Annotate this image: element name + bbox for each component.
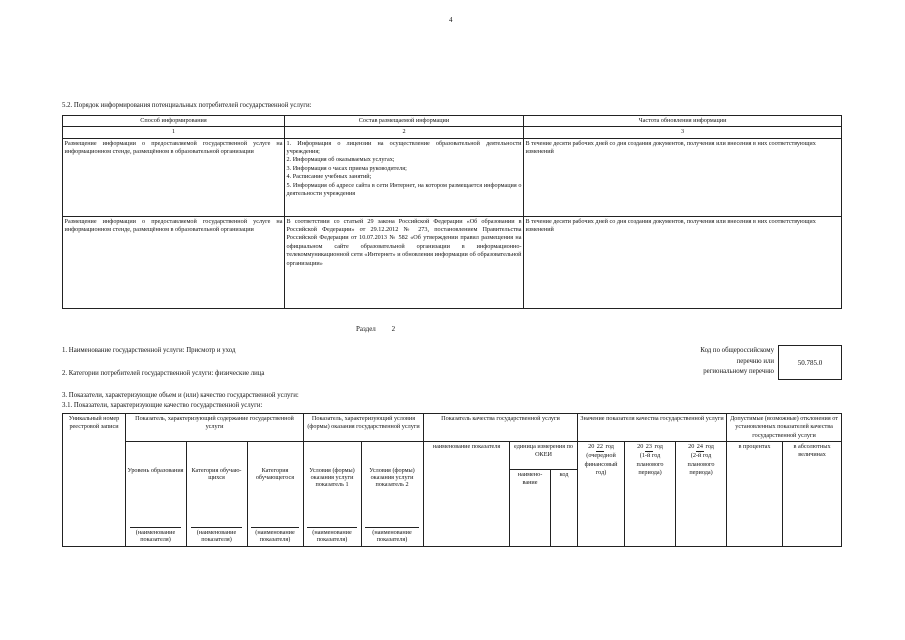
header-method: Способ информирования	[63, 116, 285, 127]
header-unique-number: Уникальный номер реестровой записи	[63, 414, 126, 547]
header-unit-code: код	[551, 470, 578, 547]
content-line: 2. Информация об оказываемых услугах;	[286, 156, 395, 164]
header-year-1: 20 22 год (очередной финансовый год)	[578, 442, 625, 547]
table-row	[63, 216, 842, 308]
section-label: Раздел	[356, 325, 376, 333]
header-in-percent: в процентах	[727, 442, 783, 547]
content-line: 5. Информация об адресе сайта в сети Интернет, на котором размещается информация о деятельности учреждения	[286, 181, 522, 197]
content-line: 4. Расписание учебных занятий;	[286, 173, 372, 181]
sub-indicator-2-content	[186, 467, 247, 543]
page-number: 4	[449, 16, 453, 24]
content-line: 1. Информация о лицензии на осуществление образовательной деятельности учреждения;	[286, 139, 522, 156]
sub-indicator-label: Уровень образования	[127, 467, 184, 474]
header-year-2: 20 23 год (1-й год планового периода)	[625, 442, 676, 547]
content-cell	[285, 138, 524, 216]
header-unit-name: наимено-вание	[510, 470, 551, 547]
header-in-absolute: в абсолютных величинах	[783, 442, 842, 547]
header-indicator-name: наименование показателя	[424, 442, 510, 547]
section-3-1-title: 3.1. Показатели, характеризующие качество государственной услуги:	[62, 402, 263, 409]
header-content: Состав размещаемой информации	[285, 116, 524, 127]
table-row	[63, 138, 842, 216]
column-number: 2	[285, 127, 524, 138]
sub-indicator-caption: (наименование показателя)	[307, 527, 357, 543]
year-2-value: 23	[645, 443, 653, 452]
method-cell: Размещение информации о предоставляемой государственной услуге на информационном стенде, размещённом в образовательной организации	[63, 216, 285, 308]
column-number: 1	[63, 127, 285, 138]
header-deviations: Допустимые (возможные) отклонения от установленных показателей качества государственной услуги	[727, 414, 842, 442]
sub-indicator-3-content	[247, 467, 303, 543]
sub-indicator-caption: (наименование показателя)	[251, 527, 299, 543]
frequency-cell: В течение десяти рабочих дней со дня создания документов, получения или внесения в них соответствующих изменений	[524, 138, 842, 216]
sub-indicator-caption: (наименование показателя)	[191, 527, 242, 543]
header-content-indicator: Показатель, характеризующий содержание государственной услуги	[126, 414, 304, 442]
sub-indicator-1-content	[125, 467, 186, 543]
sub-indicator-label: Условия (формы) оказания услуги показатель 2	[369, 467, 415, 488]
sub-indicator-caption: (наименование показателя)	[365, 527, 419, 543]
header-conditions-indicator: Показатель, характеризующий условия (формы) оказания государственной услуги	[304, 414, 424, 442]
section-number: 2	[391, 325, 396, 333]
consumer-category: 2. Категории потребителей государственной услуги: физические лица	[62, 370, 265, 377]
sub-indicator-5-content	[361, 467, 423, 543]
sub-indicator-label: Условия (формы) оказания услуги показатель 1	[309, 467, 355, 488]
year-3-value: 24	[696, 443, 704, 452]
frequency-cell: В течение десяти рабочих дней со дня создания документов, получения или внесения в них соответствующих изменений	[524, 216, 842, 308]
sub-indicator-4-content	[303, 467, 361, 543]
content-cell	[285, 216, 524, 308]
header-quality-indicator: Показатель качества государственной услуги	[424, 414, 578, 442]
sub-indicator-caption: (наименование показателя)	[130, 527, 181, 543]
content-line: В соответствии со статьей 29 закона Российской Федерации «Об образовании в Российской Федерации» от 29.12.2012 № 273, постановлением Правительства Российской Федерации от 10.07.2013 № 582 «Об утверждении правил размещения на официальном сайте образовательной организации в информационно-телекоммуникационной сети «Интернет» и обновления информации об образовательной организации»	[286, 217, 522, 267]
header-frequency: Частота обновления информации	[524, 116, 842, 127]
header-quality-values: Значение показателя качества государственной услуги	[578, 414, 727, 442]
content-line: 3. Информация о часах приема руководителя;	[286, 164, 407, 172]
section-heading	[356, 325, 395, 333]
informing-table	[62, 115, 842, 309]
section-3-title: 3. Показатели, характеризующие объем и (или) качество государственной услуги:	[62, 392, 299, 399]
service-name: 1. Наименование государственной услуги: Присмотр и уход	[62, 347, 236, 354]
code-label: Код по общероссийскому перечню или региональному перечню	[700, 347, 774, 376]
registry-code-box: 50.785.0	[778, 345, 842, 380]
header-year-3: 20 24 год (2-й год планового периода)	[676, 442, 727, 547]
year-1-value: 22	[596, 443, 604, 452]
section-5-2-title: 5.2. Порядок информирования потенциальных потребителей государственной услуги:	[62, 102, 312, 109]
method-cell: Размещение информации о предоставляемой государственной услуге на информационном стенде, размещённом в образовательной организации	[63, 138, 285, 216]
header-unit: единица измерения по ОКЕИ	[510, 442, 578, 470]
sub-indicator-label: Категория обучаю-щихся	[191, 467, 242, 481]
sub-indicator-label: Категория обучающегося	[255, 467, 295, 481]
column-number: 3	[524, 127, 842, 138]
